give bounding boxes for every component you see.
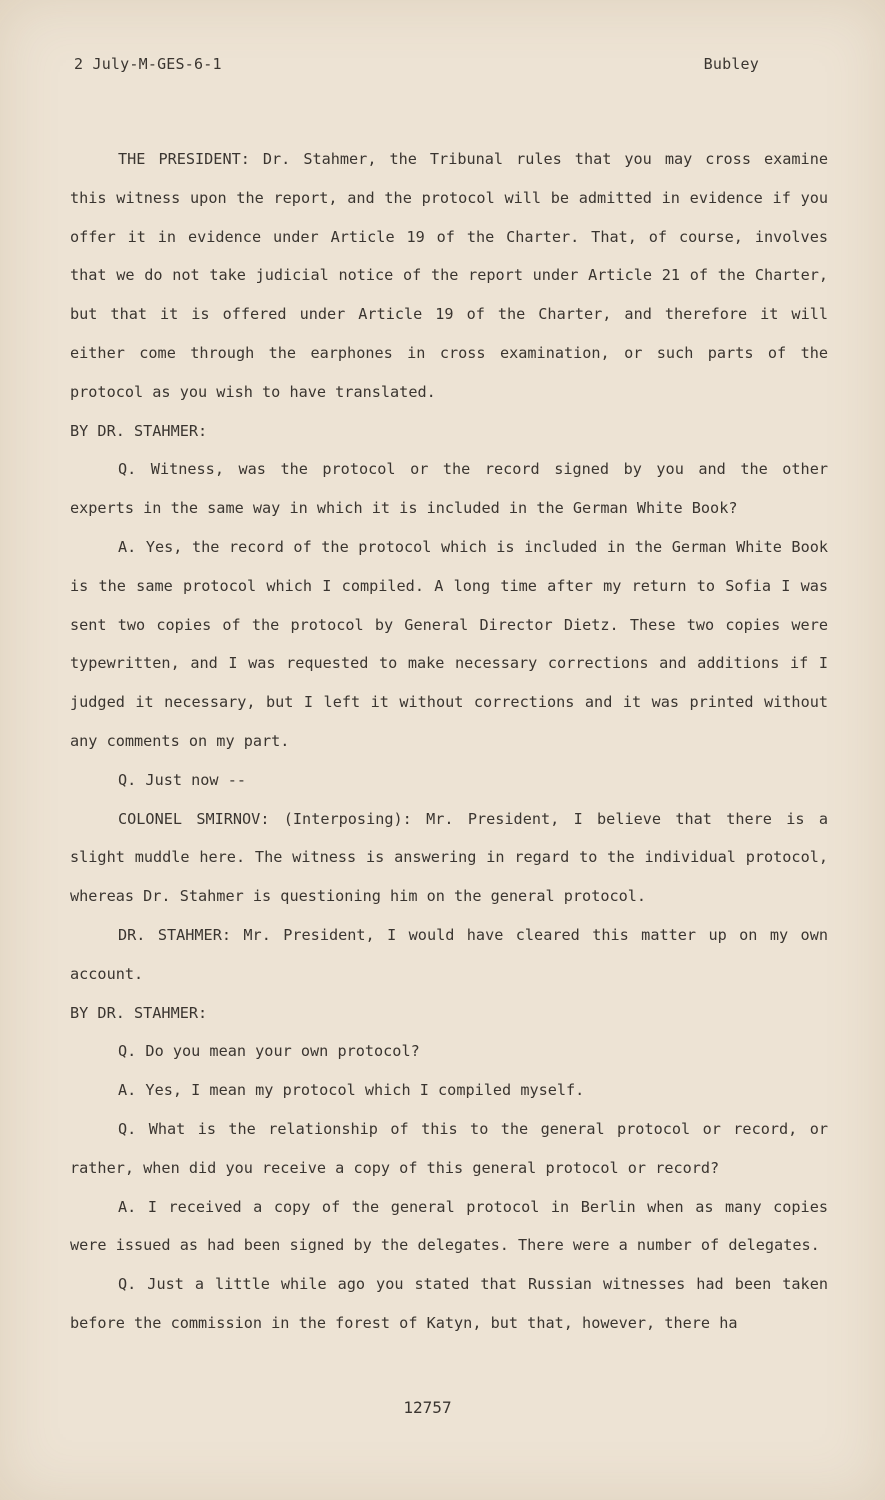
answer-paragraph: A. I received a copy of the general protocol in Berlin when as many copies were issued as had been signed by the delegates. There were a number of delegates. bbox=[70, 1197, 828, 1255]
question-paragraph: Q. Just a little while ago you stated that Russian witnesses had been taken before the commission in the forest of Katyn, but that, however, there ha bbox=[70, 1275, 828, 1332]
examiner-heading: BY DR. STAHMER: bbox=[70, 1003, 208, 1022]
stahmer-reply-paragraph: DR. STAHMER: Mr. President, I would have cleared this matter up on my own account. bbox=[70, 925, 828, 983]
smirnov-interposing-paragraph: COLONEL SMIRNOV: (Interposing): Mr. President, I believe that there is a slight muddle here. The witness is answering in regard to the individual protocol, whereas Dr. Stahmer is questioning him on the general protocol. bbox=[70, 809, 828, 906]
answer-paragraph: A. Yes, the record of the protocol which is included in the German White Book is the same protocol which I compiled. A long time after my return to Sofia I was sent two copies of the protocol by General Director Dietz. These two copies were typewritten, and I was requested to make necessary corrections and additions if I judged it necessary, but I left it without corrections and it was printed without any comments on my part. bbox=[70, 537, 828, 750]
header-reference: 2 July-M-GES-6-1 bbox=[74, 55, 222, 73]
page-number: 12757 bbox=[403, 1398, 452, 1417]
examiner-heading: BY DR. STAHMER: bbox=[70, 421, 208, 440]
transcript-body bbox=[70, 140, 828, 1343]
header-reporter: Bubley bbox=[703, 55, 759, 73]
answer-paragraph: A. Yes, I mean my protocol which I compiled myself. bbox=[118, 1081, 585, 1100]
question-paragraph: Q. Do you mean your own protocol? bbox=[118, 1042, 420, 1061]
question-paragraph: Q. Just now -- bbox=[118, 770, 247, 789]
question-paragraph: Q. What is the relationship of this to the general protocol or record, or rather, when did you receive a copy of this general protocol or record? bbox=[70, 1119, 828, 1177]
question-paragraph: Q. Witness, was the protocol or the record signed by you and the other experts in the same way in which it is included in the German White Book? bbox=[70, 460, 828, 518]
paragraph-president-ruling: THE PRESIDENT: Dr. Stahmer, the Tribunal rules that you may cross examine this witness upon the report, and the protocol will be admitted in evidence if you offer it in evidence under Article 19 of the Charter. That, of course, involves that we do not take judicial notice of the report under Article 21 of the Charter, but that it is offered under Article 19 of the Charter, and therefore it will either come through the earphones in cross examination, or such parts of the protocol as you wish to have translated. bbox=[70, 150, 828, 401]
